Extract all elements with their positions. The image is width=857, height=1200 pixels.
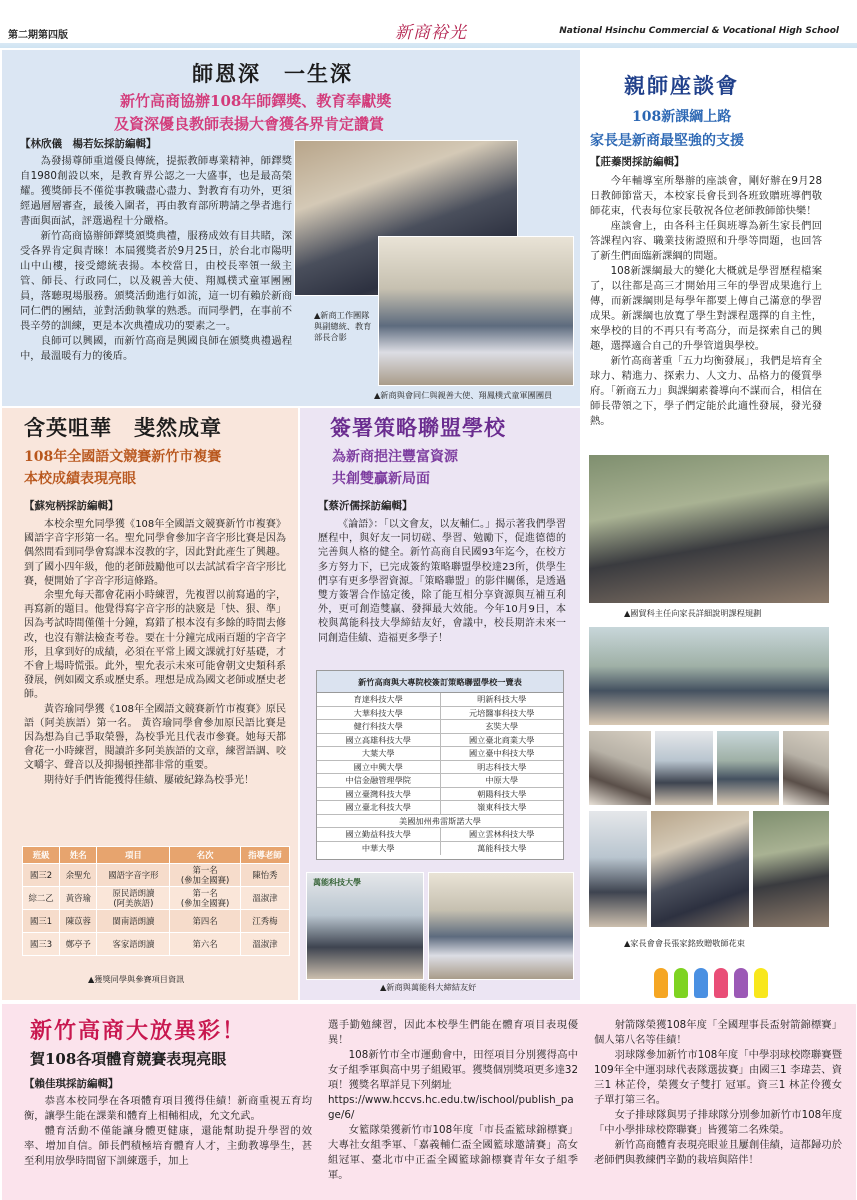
column-header: 項目 [97,847,170,864]
table-row [317,815,563,829]
article-subtitle: 為新商挹注豐富資源 [332,449,458,465]
table-cell: 國立雲林科技大學 [440,828,564,841]
article-body-col2 [328,1018,578,1183]
article-body [590,174,822,429]
table-cell: 中華大學 [361,842,395,853]
table-cell: 溫淑津 [240,933,289,956]
paragraph: 體育活動不僅能讓身體更健康，還能幫助提升學習的效率、增加自信。師長們積極培育體育人才，主動教導學生，甚至利用放學時間留下訓練選手，加上 [24,1125,312,1167]
paragraph: 108新課綱最大的變化大概就是學習歷程檔案了，以往都是高三才開始用三年的學習成果進行上傳，而新課綱則是每學年都要上傳自己滿意的學習成果。新課綱也放寬了學生對課程選擇的自主性，來學校的目的不再只有考高分，而是探索自己的興趣，選擇適合自己的升學管道與學校。 [590,265,822,352]
table-row [317,720,563,734]
table-cell: 國三2 [23,864,60,887]
table-row [23,933,290,956]
article-title: 簽署策略聯盟學校 [330,415,506,440]
table-cell: 國立勤益科技大學 [345,829,411,839]
event-photo [650,810,750,928]
table-cell: 陳苡蓉 [60,910,97,933]
column-header: 班級 [23,847,60,864]
event-photo [752,810,830,928]
table-cell: 中信金融管理學院 [345,775,411,785]
table-cell: 陳怡秀 [240,864,289,887]
table-row [317,801,563,815]
table-cell: 萬能科技大學 [440,842,564,856]
meeting-photo [306,872,424,980]
header-rule [0,43,857,48]
article-body [24,518,286,788]
article-strategic-alliance [300,408,580,1000]
column-header: 名次 [170,847,240,864]
table-row [23,910,290,933]
event-photo [654,730,714,806]
table-caption: ▲獲獎同學與參賽項目資訊 [88,974,185,984]
table-row [317,828,563,842]
table-cell: 玄奘大學 [440,720,564,733]
article-subtitle: 共創雙贏新局面 [332,471,430,487]
photo-caption: ▲新商工作團隊與副總統、教育部長合影 [314,310,372,342]
paragraph: 為發揚尊師重道優良傳統，提振教師專業精神，師鐸獎自1980創設以來，是教育界公認之一大盛事，也是最高榮耀。獲獎師長不僅從事教職盡心盡力、對教育有功外，更須經過層層審查，最後入圍者，再由教育部所聘請之學者進行書面與面試，評選過程十分嚴格。 [20,155,292,227]
table-cell: 朝陽科技大學 [440,788,564,801]
paragraph: 新竹高商協辦師鐸獎頒獎典禮，服務成效有目共睹，深受各界肯定與青睞！本屆獲獎者於9月25日，於台北市陽明山中山樓，接受總統表揚。本校當日，由校長率領一級主管、師長、行政同仁，以及親善大使、翔鳳樸式童軍團團員，落聽現場服務。頒獎活動進行如流，這一切有賴於新商同仁們的團結，並對活動執掌的熟悉。而同學們，在事前不畏辛勞的訓練，更是本次典禮成功的要素之一。 [20,230,292,332]
table-cell: 嶺東科技大學 [440,801,564,814]
event-photo [588,810,648,928]
event-photo [588,626,830,726]
group-photo [378,236,574,386]
table-cell: 第一名 (參加全國賽) [170,887,240,910]
table-cell: 元培醫事科技大學 [440,707,564,720]
table-cell: 國立高雄科技大學 [345,734,411,745]
paragraph: 座談會上，由各科主任與班導為新生家長們回答課程內容、職業技術證照和升學等問題，也回答了新生們面臨新課綱的問題。 [590,220,822,262]
table-cell: 閩南語朗讀 [97,910,170,933]
byline: 【莊蓁閔採訪編輯】 [590,156,685,168]
classroom-photo [588,454,830,604]
table-row [317,788,563,802]
masthead-logo: 新商裕光 [395,23,467,43]
article-subtitle: 108年全國語文競賽新竹市複賽 [24,449,222,465]
table-row [317,761,563,775]
table-cell: 第四名 [170,910,240,933]
article-title: 含英咀華 斐然成章 [24,415,222,440]
photo-banner-text: 萬能科技大學 [313,878,361,887]
paragraph: 新竹高商體育表現亮眼並且屢創佳績，這都歸功於老師們與教練們辛勤的栽培與陪伴！ [594,1139,842,1166]
table-cell: 大葉大學 [361,748,395,758]
paragraph: 恭喜本校同學在各項體育項目獲得佳績！新商重視五育均衡，讓學生能在課業和體育上相輔相成，允文允武。 [24,1095,312,1122]
photo-caption: ▲新商與會同仁與親善大使、翔鳳樸式童軍團團員 [374,390,553,400]
article-subtitle: 及資深優良教師表揚大會獲各界肯定讚賞 [114,115,385,133]
table-cell: 明新科技大學 [440,693,564,706]
paragraph: 本校余聖允同學獲《108年全國語文競賽新竹市複賽》國語字音字形第一名。聖允同學會參加字音字形比賽是因為偶然間看到同學會寫課本沒教的字，因此對此產生了興趣。到了國小四年級，他的老師鼓勵他可以去試試看字音字形比賽，便開始了字音字形這條路。 [24,519,286,587]
table-cell: 國立臺北商業大學 [440,734,564,747]
table-cell: 育達科技大學 [353,694,403,704]
photo-caption: ▲國貿科主任向家長詳細說明課程規劃 [624,608,762,618]
paragraph: 良師可以興國，而新竹高商是興國良師在頒獎典禮過程中，最溫暖有力的後盾。 [20,335,292,362]
table-cell: 江秀梅 [240,910,289,933]
table-cell: 國三1 [23,910,60,933]
byline: 【賴佳琪採訪編輯】 [24,1078,119,1090]
table-header-row [23,847,290,864]
results-link[interactable]: https://www.hccvs.hc.edu.tw/ischool/publish_page/6/ [328,1094,574,1121]
paragraph: 新竹高商著重「五力均衡發展」，我們是培育全球力、精進力、探索力、人文力、品格力的優質學府。「新商五力」與課綱素養導向不謀而合，相信在師長帶領之下，學子們定能於此適性發展，發光發熱。 [590,355,822,427]
table-row [317,747,563,761]
table-cell: 鄭亭予 [60,933,97,956]
article-body-col1 [24,1094,312,1169]
article-title: 師恩深 一生深 [192,61,353,86]
photo-caption: ▲新商與萬能科大締結友好 [380,982,477,992]
table-cell: 國立臺北科技大學 [345,802,411,812]
paragraph: 黃咨瑜同學獲《108年全國語文競賽新竹市複賽》原民語（阿美族語）第一名。 黃咨瑜同學會參加原民語比賽是因為想為自己爭取榮譽，為校爭光且代表市參賽。她每天都會花一小時練習，閱讀許多阿美族語的文章，練習語調、咬文嚼字、聲音以及抑揚頓挫都非常的重要。 [24,703,286,772]
column-header: 指導老師 [240,847,289,864]
table-cell: 綜二乙 [23,887,60,910]
paragraph: 今年輔導室所舉辦的座談會，剛好辦在9月28日教師節當天，本校家長會長到各班致贈班導們敬師花束，代表每位家長敬祝各位老師教師節快樂！ [590,175,822,217]
table-row [317,842,563,856]
article-sports [2,1004,856,1200]
byline: 【蘇宛柄採訪編輯】 [24,500,119,512]
article-body [318,518,566,646]
table-row [317,774,563,788]
article-language-contest [2,408,298,1000]
article-subtitle: 本校成績表現亮眼 [24,471,136,487]
column-header: 姓名 [60,847,97,864]
event-photo [588,730,652,806]
table-cell: 第六名 [170,933,240,956]
table-cell: 余聖允 [60,864,97,887]
table-row [23,887,290,910]
kids-illustration [654,960,784,998]
table-row [23,864,290,887]
results-table [22,846,290,956]
article-title: 親師座談會 [624,73,739,98]
paragraph: 余聖允每天都會花兩小時練習，先複習以前寫過的字，再寫新的題目。他覺得寫字音字形的訣竅是「快、狠、準」因為考試時間僅僅十分鐘，寫錯了根本沒有多餘的時間去修改，也沒有辦法檢查考卷。要在十分鐘完成兩百題的字音字形，且拿到好的成績，必須在平常上國文課就打好基礎，才不會上場時慌張。此外，聖允表示未來可能會朝文史類科系發展，例如國文系或歷史系。理想是成為國文老師或歷史老師。 [24,590,286,701]
table-cell: 第一名 (參加全國賽) [170,864,240,887]
table-cell: 溫淑津 [240,887,289,910]
table-cell: 大華科技大學 [353,707,403,718]
table-row [317,693,563,707]
article-body-col3 [594,1018,842,1168]
table-cell: 國語字音字形 [97,864,170,887]
table-cell: 原民語朗讀 (阿美族語) [97,887,170,910]
paragraph: 選手勤勉練習，因此本校學生們能在體育項目表現優異！ [328,1019,578,1046]
article-teacher-awards [2,50,580,406]
table-cell: 黃咨瑜 [60,887,97,910]
article-subtitle: 108新課綱上路 [632,109,732,125]
table-cell: 客家語朗讀 [97,933,170,956]
table-row [317,707,563,721]
table-cell: 國立中興大學 [353,761,403,772]
table-cell: 國立臺灣科技大學 [345,788,411,799]
table-cell: 健行科技大學 [353,721,403,731]
table-cell: 美國加州弗雷斯諾大學 [399,815,481,826]
paragraph: 女子排球隊與男子排球隊分別參加新竹市108年度「中小學排球校際聯賽」皆獲第二名殊榮。 [594,1109,842,1136]
article-body [20,154,292,364]
meeting-photo [428,872,574,980]
article-subtitle: 新竹高商協辦108年師鐸獎、教育奉獻獎 [120,92,392,110]
event-photo [782,730,830,806]
paragraph: 期待好手們皆能獲得佳績、屢破紀錄為校爭光！ [44,774,254,786]
table-cell: 明志科技大學 [440,761,564,774]
paragraph: 羽球隊參加新竹市108年度「中學羽球校際聯賽暨109年全中運羽球代表隊選拔賽」由國三1 李瑋芸、資三1 林芷伶，榮獲女子雙打 冠軍。資三1 林芷伶獲女子單打第三名。 [594,1049,842,1106]
photo-caption: ▲家長會會長張家銘致贈敬師花束 [624,938,745,948]
paragraph: 女籃隊榮獲新竹市108年度「市長盃籃球錦標賽」大專社女組季軍、「嘉義輔仁盃全國籃球邀請賽」高女組冠軍、臺北市中正盃全國籃球錦標賽青年女子組季軍。 [328,1124,578,1181]
table-row [317,734,563,748]
table-cell: 國三3 [23,933,60,956]
paragraph: 射箭隊榮獲108年度「全國理事長盃射箭錦標賽」個人第八名等佳績！ [594,1019,842,1046]
table-cell: 國立臺中科技大學 [440,747,564,760]
alliance-table-title: 新竹高商與大專院校簽訂策略聯盟學校一覽表 [317,671,563,693]
byline: 【蔡沂儒採訪編輯】 [318,500,413,512]
article-parent-meeting [584,50,856,1002]
issue-label: 第二期第四版 [8,30,68,41]
paragraph: 《論語》：「以文會友，以友輔仁。」揭示著我們學習歷程中，與好友一同切磋、學習、勉勵下，促進德德的完善與人格的健全。新竹高商自民國93年迄今，在校方多方努力下，已完成簽約策略聯盟學校達23所，供學生們享有更多學習資源。「策略聯盟」的影伴關係，是透過雙方簽署合作協定後，除了能互相分享資源與互補互利外，更可創造雙贏、發揮最大效能。今年10月9日，本校與萬能科技大學締結友好，會議中，校長期許未來一同創造佳績、造福更多學子！ [318,519,566,644]
article-subtitle: 賀108各項體育競賽表現亮眼 [30,1050,227,1068]
table-cell: 中原大學 [440,774,564,787]
alliance-table [316,670,564,860]
event-photo [716,730,780,806]
byline: 【林欣儀 楊若妘採訪編輯】 [20,138,157,150]
school-name: National Hsinchu Commercial & Vocational High School [559,26,839,36]
article-subtitle: 家長是新商最堅強的支援 [590,133,744,149]
page-header [0,0,857,48]
article-title: 新竹高商大放異彩！ [30,1018,247,1044]
paragraph: 108新竹市全市運動會中，田徑項目分別獲得高中女子組季軍與高中男子組殿軍。獲獎個別獎項更多達32項！獲獎名單詳見下列網址 [328,1049,578,1091]
